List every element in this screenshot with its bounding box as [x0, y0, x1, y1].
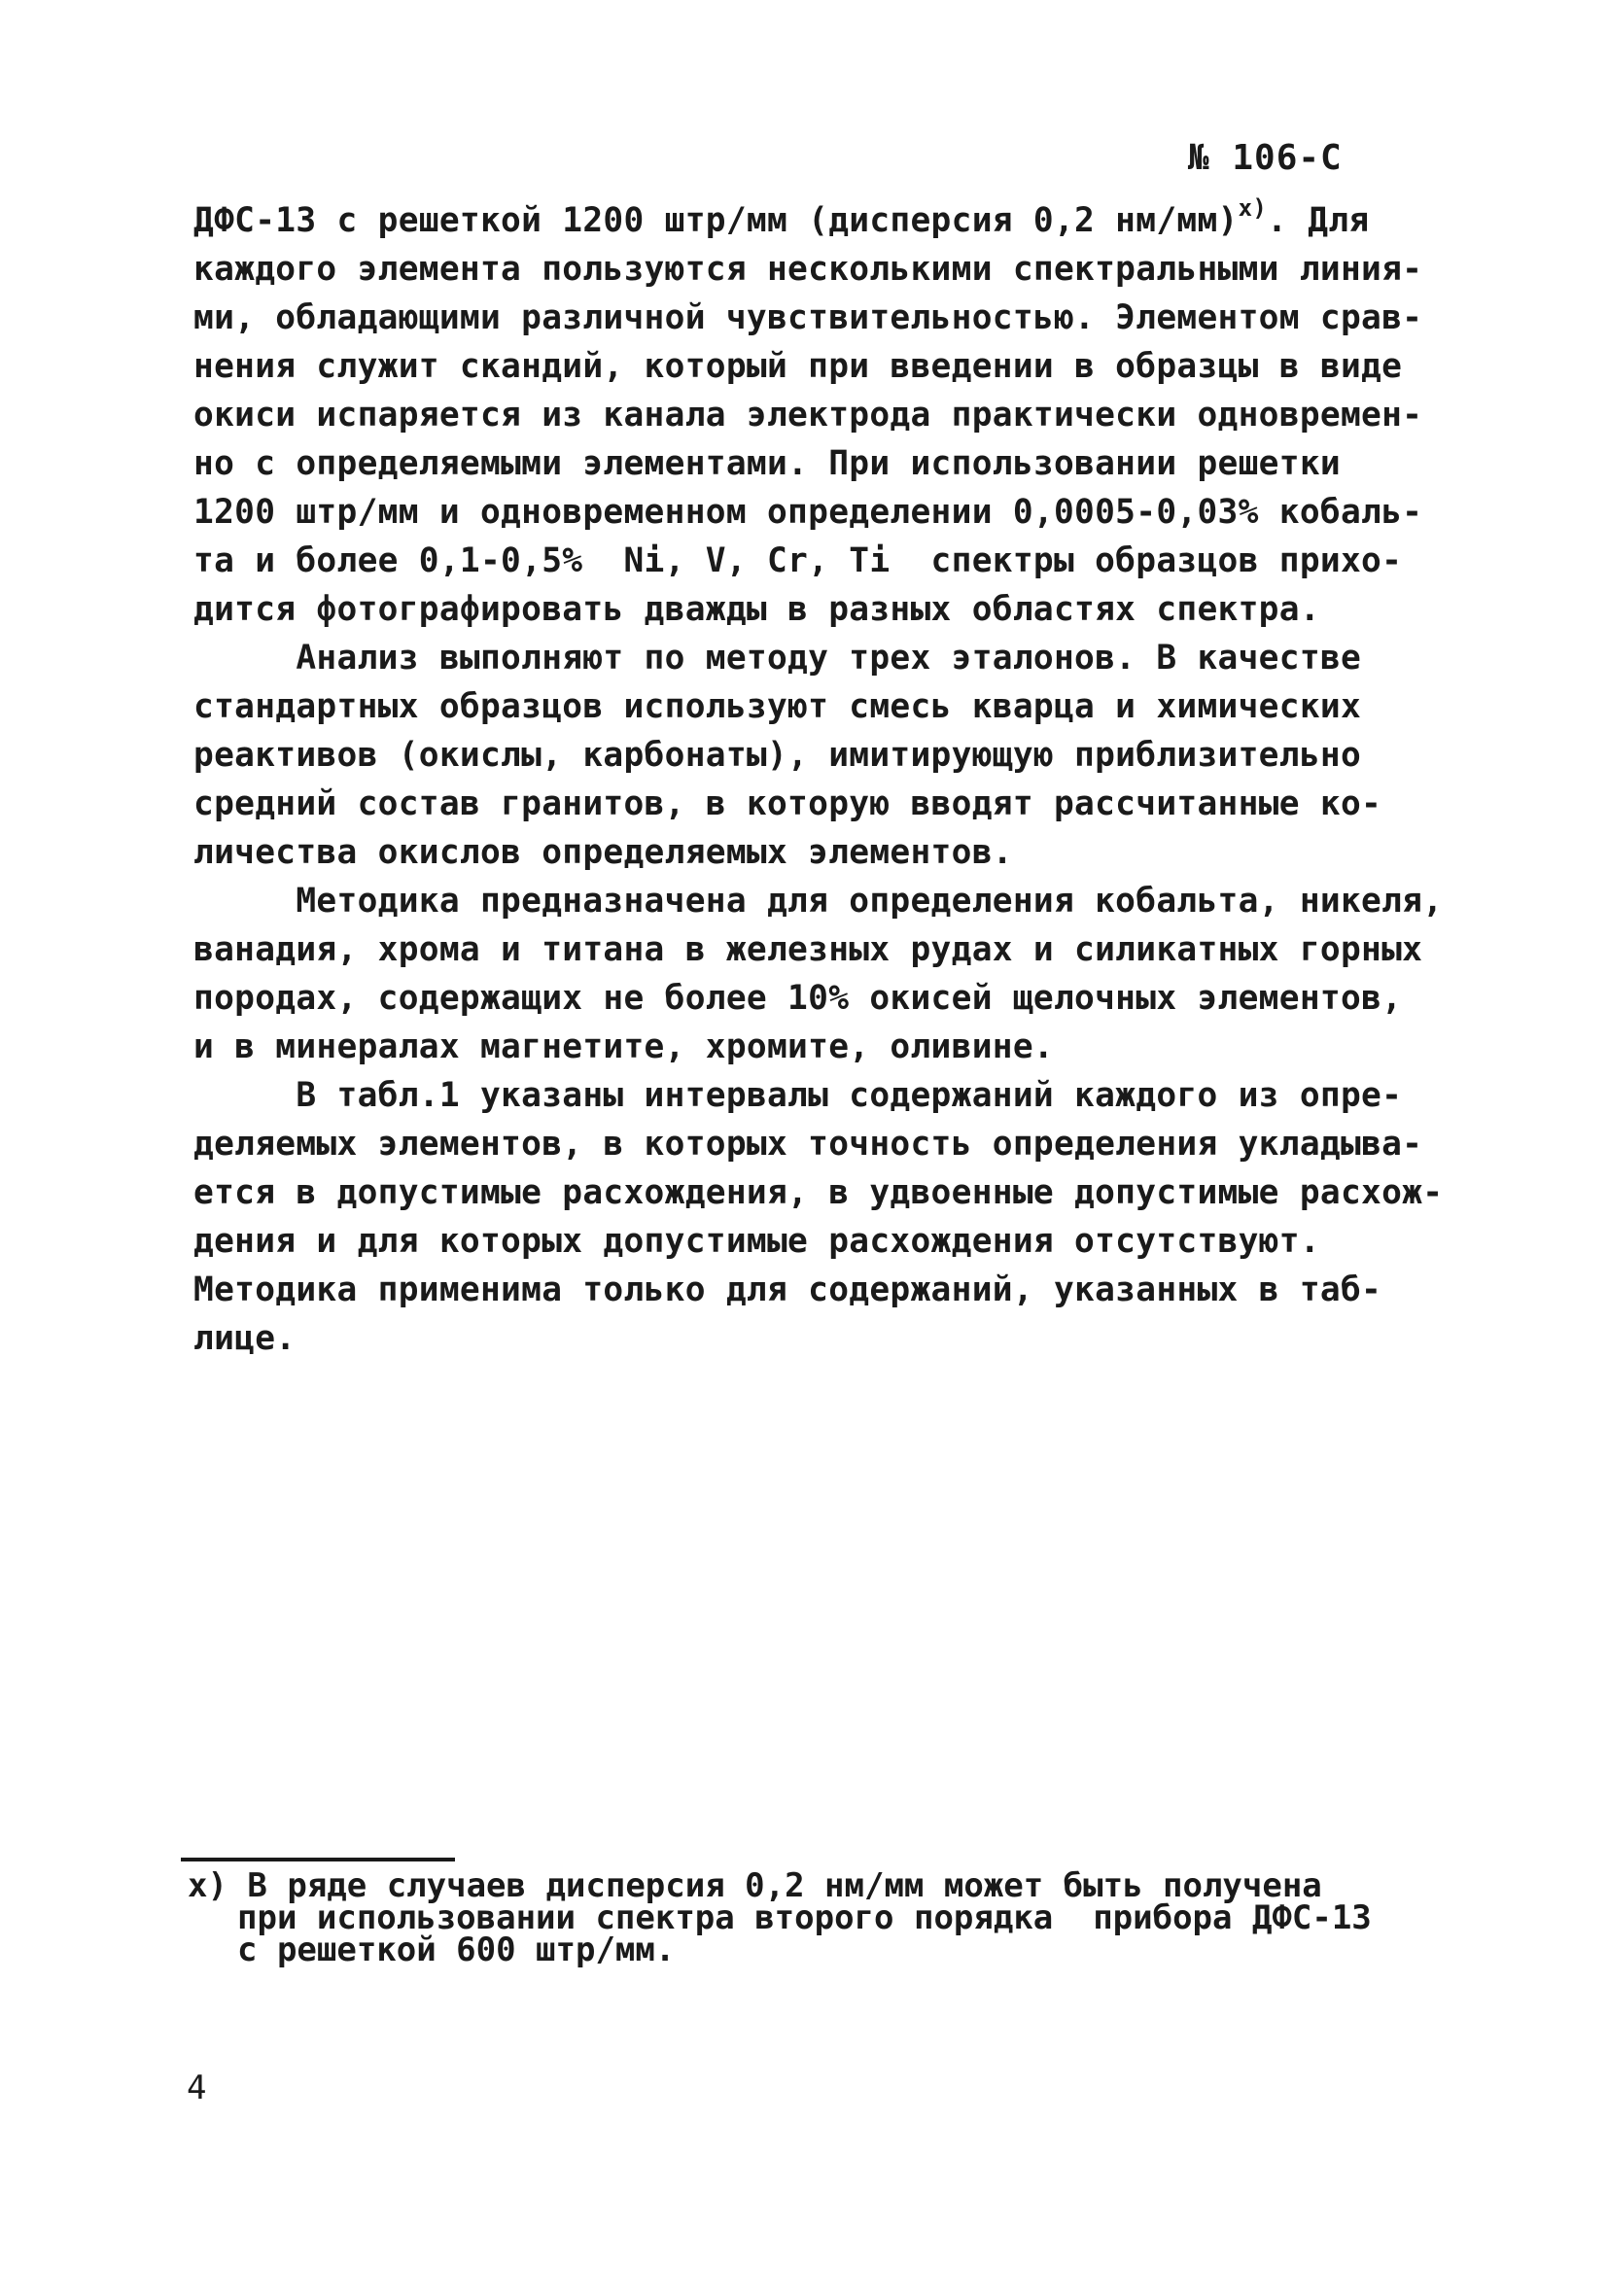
text-line: В табл.1 указаны интервалы содержаний каждого из опре-	[193, 1076, 1403, 1115]
text-line	[193, 193, 1418, 245]
text-line-end: . Для	[1267, 201, 1370, 240]
text-line: стандартных образцов используют смесь кварца и химических	[193, 687, 1362, 726]
text-line: Анализ выполняют по методу трех эталонов. В качестве	[193, 639, 1362, 678]
text-line: личества окислов определяемых элементов.	[193, 833, 1013, 872]
footnote-separator	[181, 1858, 455, 1861]
text-line: но с определяемыми элементами. При использовании решетки	[193, 444, 1341, 483]
text-line: ми, обладающими различной чувствительностью. Элементом срав-	[193, 298, 1423, 337]
text-line: дения и для которых допустимые расхождения отсутствуют.	[193, 1222, 1320, 1261]
text-line: лице.	[193, 1319, 297, 1358]
footnote-line: с решеткой 600 штр/мм.	[237, 1931, 676, 1969]
text-line: нения служит скандий, который при введении в образцы в виде	[193, 347, 1403, 386]
text-line: ванадия, хрома и титана в железных рудах и силикатных горных	[193, 930, 1423, 969]
footnote-line: при использовании спектра второго порядка прибора ДФС-13	[237, 1898, 1372, 1937]
text-line-main: ДФС-13 с решеткой 1200 штр/мм (дисперсия 0,2 нм/мм)	[193, 201, 1239, 240]
text-line: средний состав гранитов, в которую вводят рассчитанные ко-	[193, 784, 1382, 823]
footnote-line: х) В ряде случаев дисперсия 0,2 нм/мм может быть получена	[188, 1866, 1322, 1905]
text-line: та и более 0,1-0,5% Ni, V, Cr, Ti спектры образцов прихо-	[193, 541, 1403, 580]
footnote-marker: х)	[1238, 193, 1268, 222]
text-line: породах, содержащих не более 10% окисей щелочных элементов,	[193, 979, 1403, 1018]
text-line: ется в допустимые расхождения, в удвоенные допустимые расхож-	[193, 1173, 1444, 1212]
text-line: окиси испаряется из канала электрода практически одновремен-	[193, 396, 1423, 435]
document-number: № 106-С	[1188, 138, 1343, 178]
text-line: дится фотографировать дважды в разных областях спектра.	[193, 590, 1320, 629]
text-line: 1200 штр/мм и одновременном определении 0,0005-0,03% кобаль-	[193, 493, 1423, 532]
text-line: деляемых элементов, в которых точность определения укладыва-	[193, 1125, 1423, 1164]
text-line: и в минералах магнетите, хромите, оливине.	[193, 1027, 1054, 1066]
footnote	[188, 1866, 1451, 1969]
text-line: Методика применима только для содержаний, указанных в таб-	[193, 1270, 1382, 1309]
text-line: каждого элемента пользуются несколькими спектральными линия-	[193, 250, 1423, 289]
page-number: 4	[187, 2069, 207, 2107]
text-line: реактивов (окислы, карбонаты), имитирующую приблизительно	[193, 736, 1362, 775]
text-line: Методика предназначена для определения кобальта, никеля,	[193, 882, 1444, 921]
body-text	[193, 193, 1444, 1363]
